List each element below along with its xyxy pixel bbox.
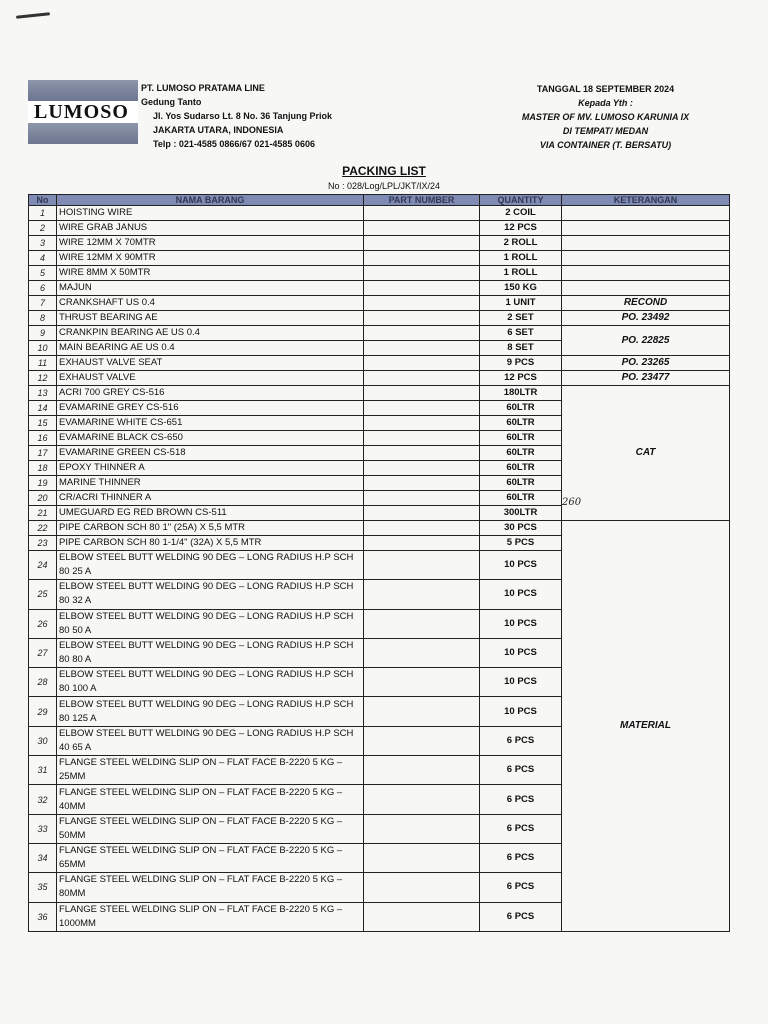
item-name: FLANGE STEEL WELDING SLIP ON – FLAT FACE B-2220 5 KG – 65MM [57, 843, 364, 872]
item-quantity: 8 SET [480, 341, 562, 356]
table-row [29, 281, 730, 296]
row-number: 9 [29, 326, 57, 341]
row-number: 8 [29, 311, 57, 326]
part-number [364, 446, 480, 461]
remark-empty [562, 206, 730, 221]
company-address [141, 81, 332, 151]
part-number [364, 521, 480, 536]
item-name: MARINE THINNER [57, 476, 364, 491]
row-number: 22 [29, 521, 57, 536]
table-row [29, 266, 730, 281]
part-number [364, 296, 480, 311]
item-name: ELBOW STEEL BUTT WELDING 90 DEG – LONG RADIUS H.P SCH 80 125 A [57, 697, 364, 726]
item-quantity: 9 PCS [480, 356, 562, 371]
row-number: 25 [29, 580, 57, 609]
row-number: 13 [29, 386, 57, 401]
remark-recond: RECOND [562, 296, 730, 311]
row-number: 21 [29, 506, 57, 521]
recipient-block [488, 82, 723, 152]
row-number: 17 [29, 446, 57, 461]
item-quantity: 10 PCS [480, 697, 562, 726]
part-number [364, 580, 480, 609]
part-number [364, 356, 480, 371]
item-quantity: 5 PCS [480, 536, 562, 551]
item-name: WIRE 12MM X 70MTR [57, 236, 364, 251]
item-quantity: 6 PCS [480, 843, 562, 872]
item-name: ELBOW STEEL BUTT WELDING 90 DEG – LONG RADIUS H.P SCH 40 65 A [57, 726, 364, 755]
recipient-line-3: VIA CONTAINER (T. BERSATU) [539, 140, 672, 150]
part-number [364, 461, 480, 476]
part-number [364, 281, 480, 296]
part-number [364, 386, 480, 401]
row-number: 2 [29, 221, 57, 236]
row-number: 1 [29, 206, 57, 221]
row-number: 3 [29, 236, 57, 251]
item-quantity: 150 KG [480, 281, 562, 296]
item-name: EVAMARINE GREEN CS-518 [57, 446, 364, 461]
document-date: TANGGAL 18 SEPTEMBER 2024 [536, 84, 675, 94]
header-quantity: QUANTITY [480, 195, 562, 206]
item-quantity: 60LTR [480, 461, 562, 476]
table-row [29, 236, 730, 251]
item-name: WIRE 12MM X 90MTR [57, 251, 364, 266]
item-quantity: 2 SET [480, 311, 562, 326]
row-number: 6 [29, 281, 57, 296]
row-number: 27 [29, 638, 57, 667]
part-number [364, 341, 480, 356]
item-name: FLANGE STEEL WELDING SLIP ON – FLAT FACE B-2220 5 KG – 25MM [57, 756, 364, 785]
item-quantity: 6 PCS [480, 785, 562, 814]
table-row [29, 311, 730, 326]
item-quantity: 60LTR [480, 446, 562, 461]
item-quantity: 10 PCS [480, 609, 562, 638]
row-number: 12 [29, 371, 57, 386]
table-row [29, 251, 730, 266]
item-quantity: 6 PCS [480, 902, 562, 931]
part-number [364, 668, 480, 697]
item-quantity: 2 COIL [480, 206, 562, 221]
part-number [364, 491, 480, 506]
item-quantity: 30 PCS [480, 521, 562, 536]
remark-po-1: PO. 23492 [562, 311, 730, 326]
row-number: 31 [29, 756, 57, 785]
item-quantity: 1 ROLL [480, 251, 562, 266]
item-quantity: 60LTR [480, 491, 562, 506]
item-quantity: 60LTR [480, 476, 562, 491]
remark-empty [562, 281, 730, 296]
item-name: CR/ACRI THINNER A [57, 491, 364, 506]
item-name: CRANKPIN BEARING AE US 0.4 [57, 326, 364, 341]
table-row [29, 521, 730, 536]
item-name: PIPE CARBON SCH 80 1" (25A) X 5,5 MTR [57, 521, 364, 536]
item-quantity: 60LTR [480, 416, 562, 431]
part-number [364, 814, 480, 843]
item-name: EVAMARINE WHITE CS-651 [57, 416, 364, 431]
part-number [364, 431, 480, 446]
table-row [29, 356, 730, 371]
item-name: FLANGE STEEL WELDING SLIP ON – FLAT FACE B-2220 5 KG – 1000MM [57, 902, 364, 931]
table-row [29, 326, 730, 341]
recipient-label: Kepada Yth : [578, 98, 633, 108]
part-number [364, 902, 480, 931]
item-name: WIRE GRAB JANUS [57, 221, 364, 236]
remark-empty [562, 236, 730, 251]
item-quantity: 1 UNIT [480, 296, 562, 311]
item-quantity: 6 SET [480, 326, 562, 341]
part-number [364, 536, 480, 551]
remark-material: MATERIAL [562, 521, 730, 932]
table-row [29, 221, 730, 236]
item-quantity: 10 PCS [480, 668, 562, 697]
item-name: CRANKSHAFT US 0.4 [57, 296, 364, 311]
part-number [364, 401, 480, 416]
remark-empty [562, 251, 730, 266]
part-number [364, 638, 480, 667]
table-row [29, 206, 730, 221]
header-no: No [29, 195, 57, 206]
company-building: Gedung Tanto [141, 97, 202, 107]
item-quantity: 180LTR [480, 386, 562, 401]
remark-cat: CAT [562, 386, 730, 521]
item-quantity: 300LTR [480, 506, 562, 521]
item-quantity: 10 PCS [480, 638, 562, 667]
company-logo [28, 80, 138, 144]
row-number: 32 [29, 785, 57, 814]
item-name: FLANGE STEEL WELDING SLIP ON – FLAT FACE B-2220 5 KG – 40MM [57, 785, 364, 814]
item-name: EXHAUST VALVE [57, 371, 364, 386]
part-number [364, 236, 480, 251]
item-name: ELBOW STEEL BUTT WELDING 90 DEG – LONG RADIUS H.P SCH 80 100 A [57, 668, 364, 697]
row-number: 30 [29, 726, 57, 755]
part-number [364, 266, 480, 281]
document-number: No : 028/Log/LPL/JKT/IX/24 [327, 181, 441, 191]
part-number [364, 873, 480, 902]
item-name: THRUST BEARING AE [57, 311, 364, 326]
part-number [364, 206, 480, 221]
item-quantity: 12 PCS [480, 371, 562, 386]
remark-empty [562, 266, 730, 281]
row-number: 15 [29, 416, 57, 431]
item-name: ELBOW STEEL BUTT WELDING 90 DEG – LONG RADIUS H.P SCH 80 50 A [57, 609, 364, 638]
table-row [29, 296, 730, 311]
item-name: ELBOW STEEL BUTT WELDING 90 DEG – LONG RADIUS H.P SCH 80 32 A [57, 580, 364, 609]
table-header-row [29, 195, 730, 206]
item-quantity: 6 PCS [480, 726, 562, 755]
row-number: 20 [29, 491, 57, 506]
row-number: 18 [29, 461, 57, 476]
logo-bar-top [28, 80, 138, 101]
scan-mark [16, 12, 50, 19]
item-quantity: 10 PCS [480, 551, 562, 580]
item-quantity: 60LTR [480, 401, 562, 416]
item-name: FLANGE STEEL WELDING SLIP ON – FLAT FACE B-2220 5 KG – 50MM [57, 814, 364, 843]
part-number [364, 697, 480, 726]
header-name: NAMA BARANG [57, 195, 364, 206]
row-number: 29 [29, 697, 57, 726]
part-number [364, 551, 480, 580]
row-number: 4 [29, 251, 57, 266]
recipient-line-1: MASTER OF MV. LUMOSO KARUNIA IX [521, 112, 690, 122]
logo-bar-bottom [28, 123, 138, 144]
part-number [364, 371, 480, 386]
part-number [364, 416, 480, 431]
item-name: ELBOW STEEL BUTT WELDING 90 DEG – LONG RADIUS H.P SCH 80 80 A [57, 638, 364, 667]
row-number: 35 [29, 873, 57, 902]
company-phone: Telp : 021-4585 0866/67 021-4585 0606 [153, 139, 315, 149]
handwritten-note: 260 [562, 497, 582, 508]
row-number: 7 [29, 296, 57, 311]
part-number [364, 785, 480, 814]
recipient-line-2: DI TEMPAT/ MEDAN [562, 126, 649, 136]
row-number: 19 [29, 476, 57, 491]
item-name: EVAMARINE BLACK CS-650 [57, 431, 364, 446]
item-name: PIPE CARBON SCH 80 1-1/4" (32A) X 5,5 MTR [57, 536, 364, 551]
row-number: 16 [29, 431, 57, 446]
part-number [364, 476, 480, 491]
item-quantity: 1 ROLL [480, 266, 562, 281]
remark-po-2: PO. 22825 [562, 326, 730, 356]
item-quantity: 10 PCS [480, 580, 562, 609]
header-part-number: PART NUMBER [364, 195, 480, 206]
item-name: EVAMARINE GREY CS-516 [57, 401, 364, 416]
part-number [364, 326, 480, 341]
item-quantity: 60LTR [480, 431, 562, 446]
row-number: 14 [29, 401, 57, 416]
part-number [364, 726, 480, 755]
row-number: 33 [29, 814, 57, 843]
item-name: MAJUN [57, 281, 364, 296]
item-quantity: 12 PCS [480, 221, 562, 236]
remark-po-4: PO. 23477 [562, 371, 730, 386]
row-number: 10 [29, 341, 57, 356]
part-number [364, 843, 480, 872]
item-name: UMEGUARD EG RED BROWN CS-511 [57, 506, 364, 521]
item-name: HOISTING WIRE [57, 206, 364, 221]
row-number: 11 [29, 356, 57, 371]
row-number: 23 [29, 536, 57, 551]
remark-empty [562, 221, 730, 236]
row-number: 5 [29, 266, 57, 281]
item-name: EXHAUST VALVE SEAT [57, 356, 364, 371]
company-city: JAKARTA UTARA, INDONESIA [153, 125, 284, 135]
logo-text: LUMOSO [28, 101, 138, 123]
table-row [29, 371, 730, 386]
remark-po-3: PO. 23265 [562, 356, 730, 371]
item-quantity: 6 PCS [480, 814, 562, 843]
item-name: FLANGE STEEL WELDING SLIP ON – FLAT FACE B-2220 5 KG – 80MM [57, 873, 364, 902]
header-remarks: KETERANGAN [562, 195, 730, 206]
page-title: PACKING LIST [342, 164, 426, 178]
table-row [29, 386, 730, 401]
item-name: ACRI 700 GREY CS-516 [57, 386, 364, 401]
row-number: 26 [29, 609, 57, 638]
item-quantity: 6 PCS [480, 873, 562, 902]
part-number [364, 311, 480, 326]
part-number [364, 506, 480, 521]
row-number: 34 [29, 843, 57, 872]
part-number [364, 609, 480, 638]
company-name: PT. LUMOSO PRATAMA LINE [141, 83, 265, 93]
row-number: 28 [29, 668, 57, 697]
item-name: ELBOW STEEL BUTT WELDING 90 DEG – LONG RADIUS H.P SCH 80 25 A [57, 551, 364, 580]
part-number [364, 756, 480, 785]
packing-list-table [28, 194, 730, 932]
item-name: MAIN BEARING AE US 0.4 [57, 341, 364, 356]
part-number [364, 251, 480, 266]
item-name: WIRE 8MM X 50MTR [57, 266, 364, 281]
row-number: 36 [29, 902, 57, 931]
item-name: EPOXY THINNER A [57, 461, 364, 476]
item-quantity: 6 PCS [480, 756, 562, 785]
row-number: 24 [29, 551, 57, 580]
company-street: Jl. Yos Sudarso Lt. 8 No. 36 Tanjung Priok [153, 111, 333, 121]
item-quantity: 2 ROLL [480, 236, 562, 251]
part-number [364, 221, 480, 236]
